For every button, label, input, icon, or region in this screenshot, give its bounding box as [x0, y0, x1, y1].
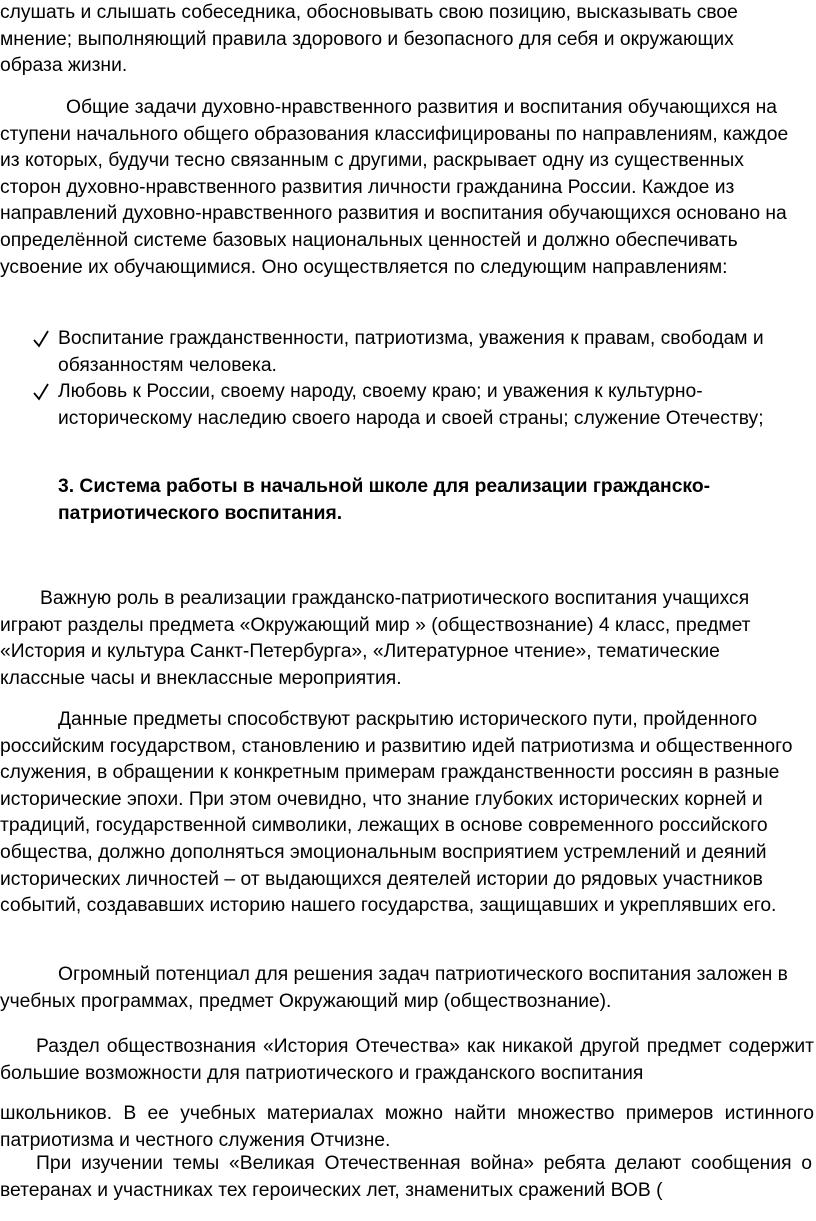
paragraph-great-patriotic-war: При изучении темы «Великая Отечественная война» ребята делают сообщения о ветеранах и участниках тех героических лет, знаменитых сражений ВОВ ( — [0, 1153, 812, 1201]
paragraph-important-role: Важную роль в реализации гражданско-патриотического воспитания учащихся играют разделы предмета «Окружающий мир » (обществознание) 4 класс, предмет «История и культура Санкт-Петербурга», «Литературное чтение», тематические классные часы и внеклассные мероприятия. — [0, 588, 751, 689]
list-item — [0, 326, 816, 379]
paragraph-general-tasks: Общие задачи духовно-нравственного развития и воспитания обучающихся на ступени начального общего образования классифицированы по направлениям, каждое из которых, будучи тесно связанным с другими, раскрывает одну из существенных сторон духовно-нравственного развития личности гражданина России. Каждое из направлений духовно-нравственного развития и воспитания обучающихся основано на определённой системе базовых национальных ценностей и должно обеспечивать усвоение их обучающимися. Оно осуществляется по следующим направлениям: — [0, 97, 789, 278]
list-item-text: Любовь к России, своему народу, своему краю; и уважения к культурно-историческому наследию своего народа и своей страны; служение Отечеству; — [58, 381, 764, 429]
paragraph-potential: Огромный потенциал для решения задач патриотического воспитания заложен в учебных программах, предмет Окружающий мир (обществознание). — [0, 964, 788, 1012]
paragraph-intro-continuation: слушать и слышать собеседника, обосновывать свою позицию, высказывать свое мнение; выполняющий правила здорового и безопасного для себя и окружающих образа жизни. — [0, 2, 738, 77]
paragraph-students: школьников. В ее учебных материалах можно найти множество примеров истинного патриотизма и честного служения Отчизне. — [0, 1103, 814, 1151]
list-item — [0, 379, 816, 432]
section-heading: 3. Система работы в начальной школе для реализации гражданско-патриотического воспитания. — [58, 476, 711, 524]
checkmark-icon — [32, 379, 50, 405]
checkmark-icon — [32, 326, 50, 352]
paragraph-history-section: Раздел обществознания «История Отечества» как никакой другой предмет содержит большие возможности для патриотического и гражданского воспитания — [0, 1036, 814, 1084]
list-item-text: Воспитание гражданственности, патриотизма, уважения к правам, свободам и обязанностям человека. — [58, 328, 764, 376]
directions-checklist — [0, 326, 816, 432]
paragraph-subjects: Данные предметы способствуют раскрытию исторического пути, пройденного российским государством, становлению и развитию идей патриотизма и общественного служения, в обращении к конкретным примерам гражданственности россиян в разные исторические эпохи. При этом очевидно, что знание глубоких исторических корней и традиций, государственной символики, лежащих в основе современного российского общества, должно дополняться эмоциональным восприятием устремлений и деяний исторических личностей – от выдающихся деятелей истории до рядовых участников событий, создававших историю нашего государства, защищавших и укреплявших его. — [0, 709, 793, 917]
